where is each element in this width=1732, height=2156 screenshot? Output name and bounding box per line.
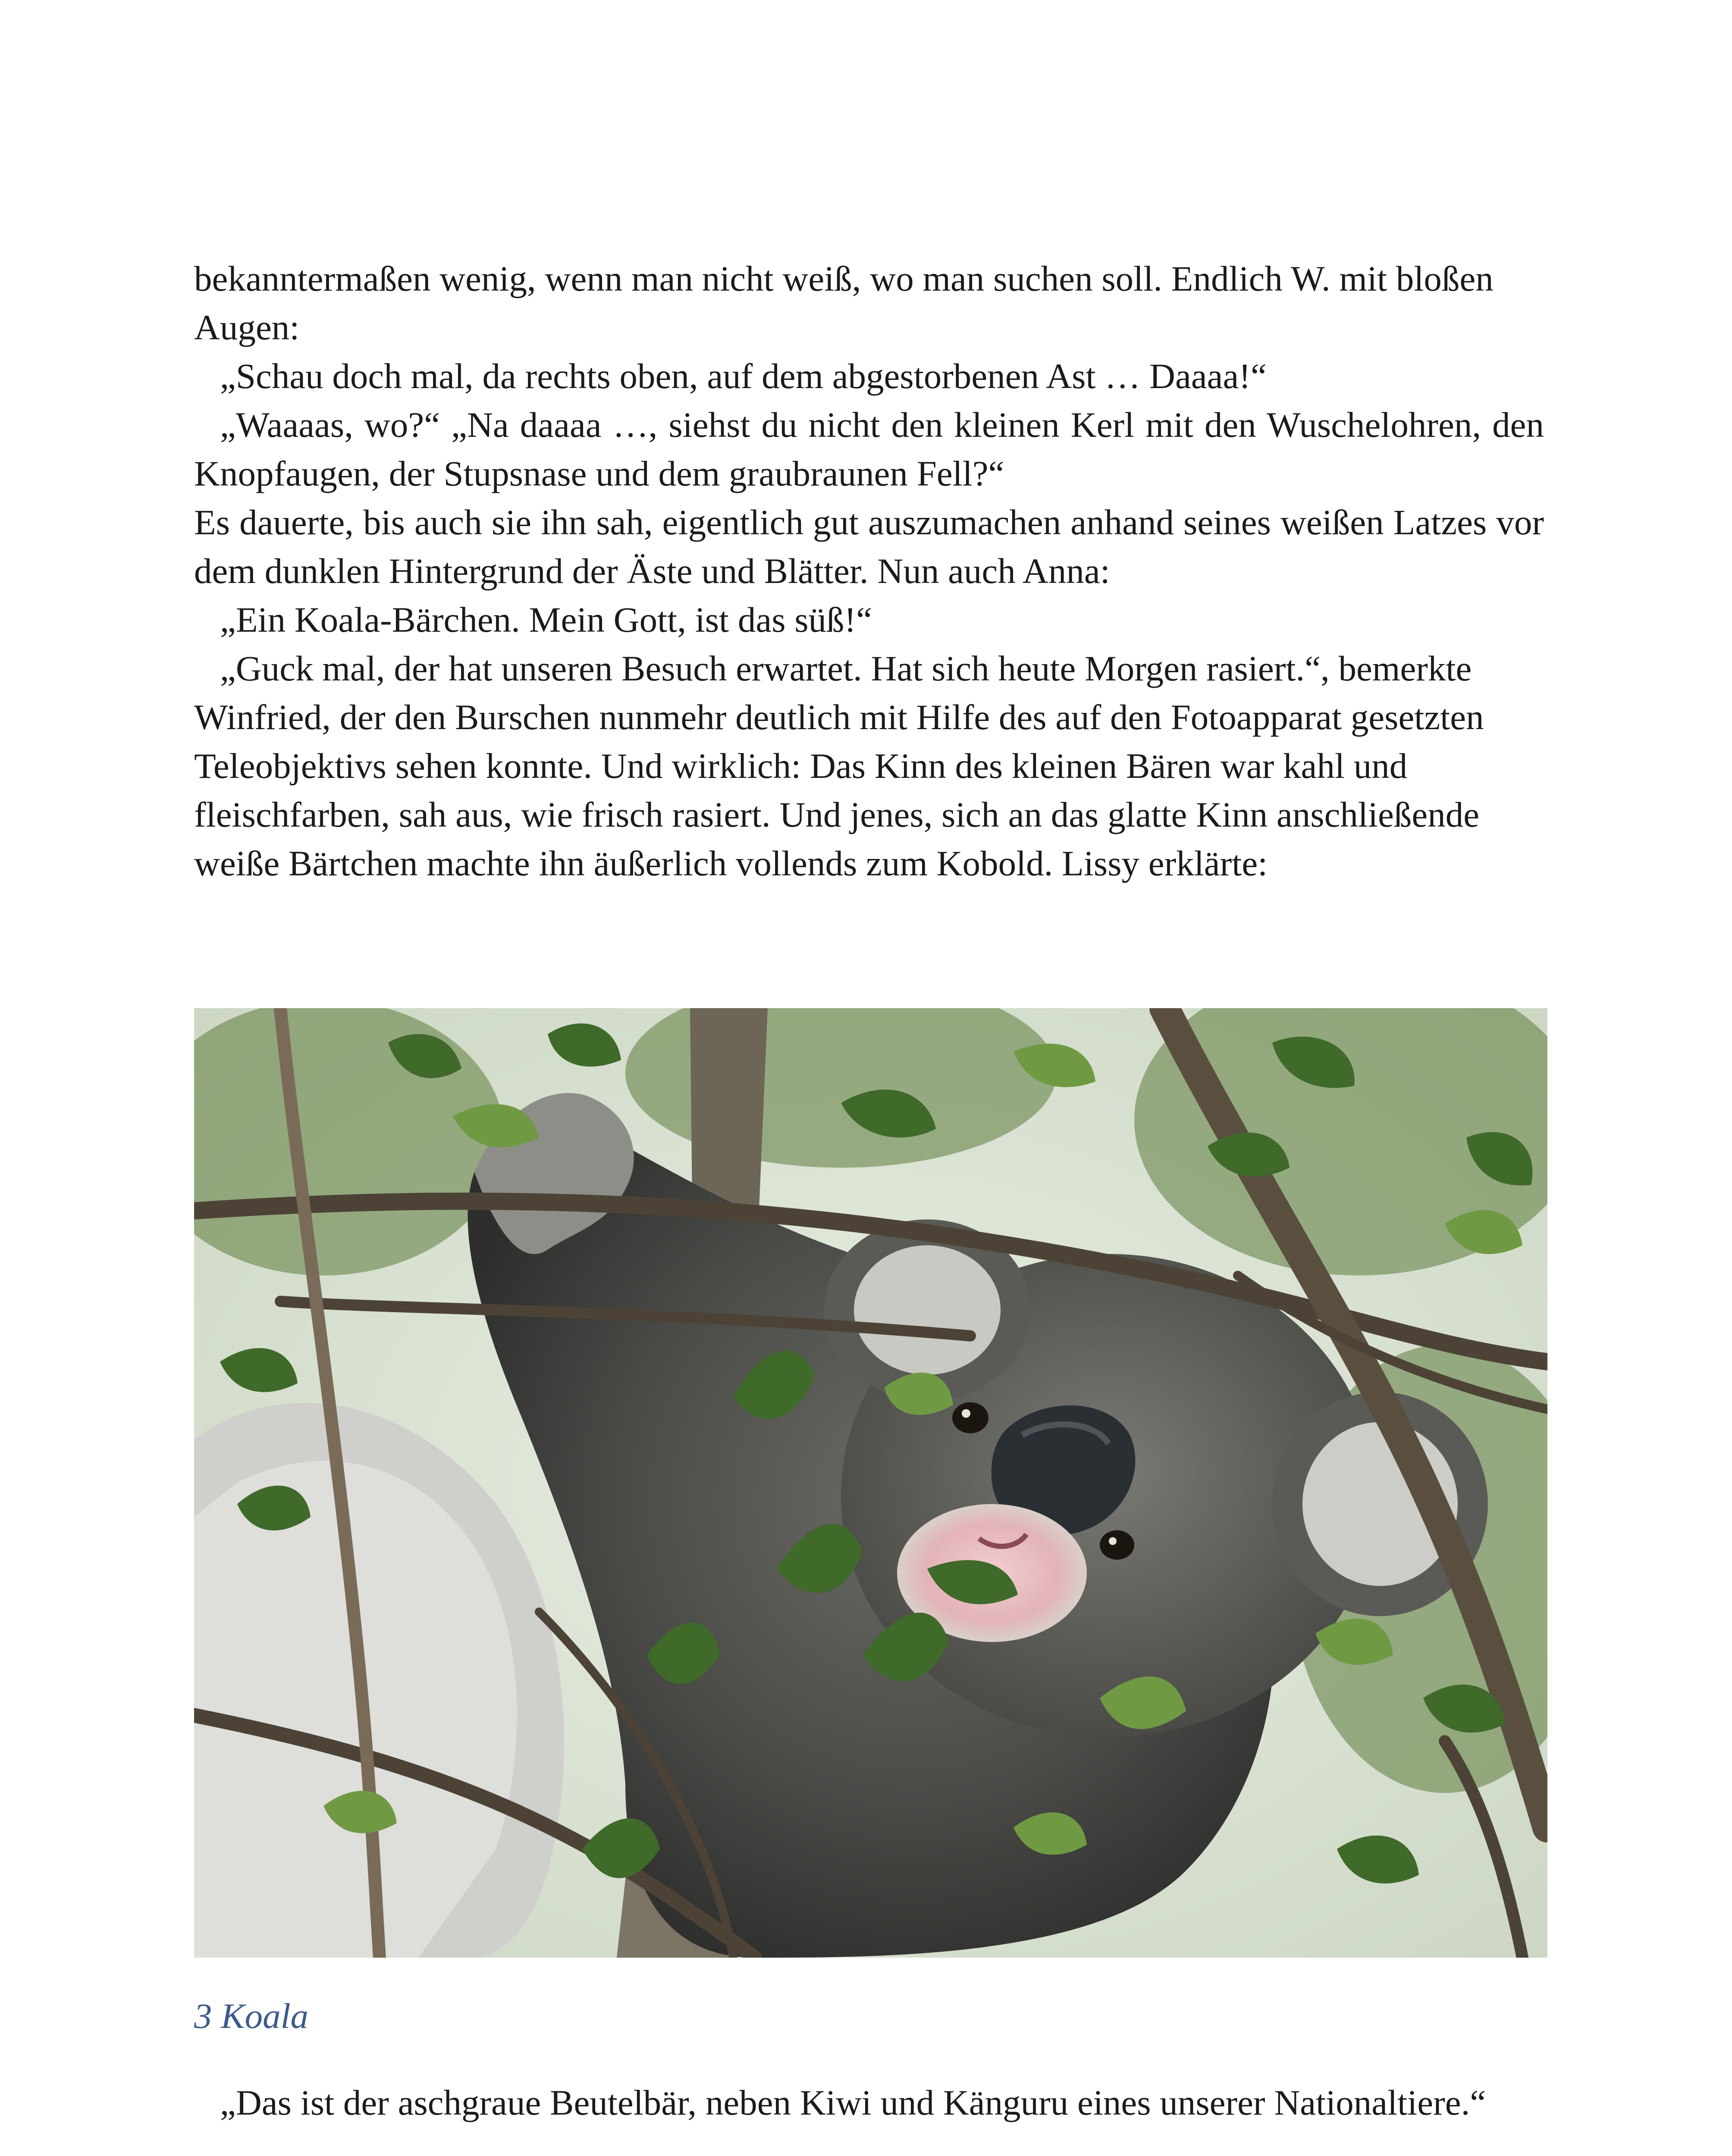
paragraph: „Waaaas, wo?“ „Na daaaa …, siehst du nicht den kleinen Kerl mit den Wuschelohren, den Knopfaugen, der Stupsnase und dem graubraunen Fell?“ [194,405,1544,493]
figure-caption: 3 Koala [194,1996,309,2036]
koala-photo [194,1008,1547,1958]
paragraph: „Schau doch mal, da rechts oben, auf dem abgestorbenen Ast … Daaaa!“ [220,356,1267,396]
paragraph: „Ein Koala-Bärchen. Mein Gott, ist das süß!“ [220,600,872,639]
closing-text [194,2078,1544,2127]
paragraph: Es dauerte, bis auch sie ihn sah, eigentlich gut auszumachen anhand seines weißen Latzes vor dem dunklen Hintergrund der Äste und Blätter. Nun auch Anna: [194,502,1544,591]
paragraph: „Das ist der aschgraue Beutelbär, neben Kiwi und Känguru eines unserer Nationaltiere.“ [220,2083,1486,2122]
paragraph: bekanntermaßen wenig, wenn man nicht weiß, wo man suchen soll. Endlich W. mit bloßen Augen: [194,259,1494,347]
body-text [194,254,1544,888]
paragraph: „Guck mal, der hat unseren Besuch erwartet. Hat sich heute Morgen rasiert.“, bemerkte Winfried, der den Burschen nunmehr deutlich mit Hilfe des auf den Fotoapparat gesetzten Teleobjektivs sehen konnte. Und wirklich: Das Kinn des kleinen Bären war kahl und fleischfarben, sah aus, wie frisch rasiert. Und jenes, sich an das glatte Kinn anschließende weiße Bärtchen machte ihn äußerlich vollends zum Kobold. Lissy erklärte: [194,649,1484,883]
